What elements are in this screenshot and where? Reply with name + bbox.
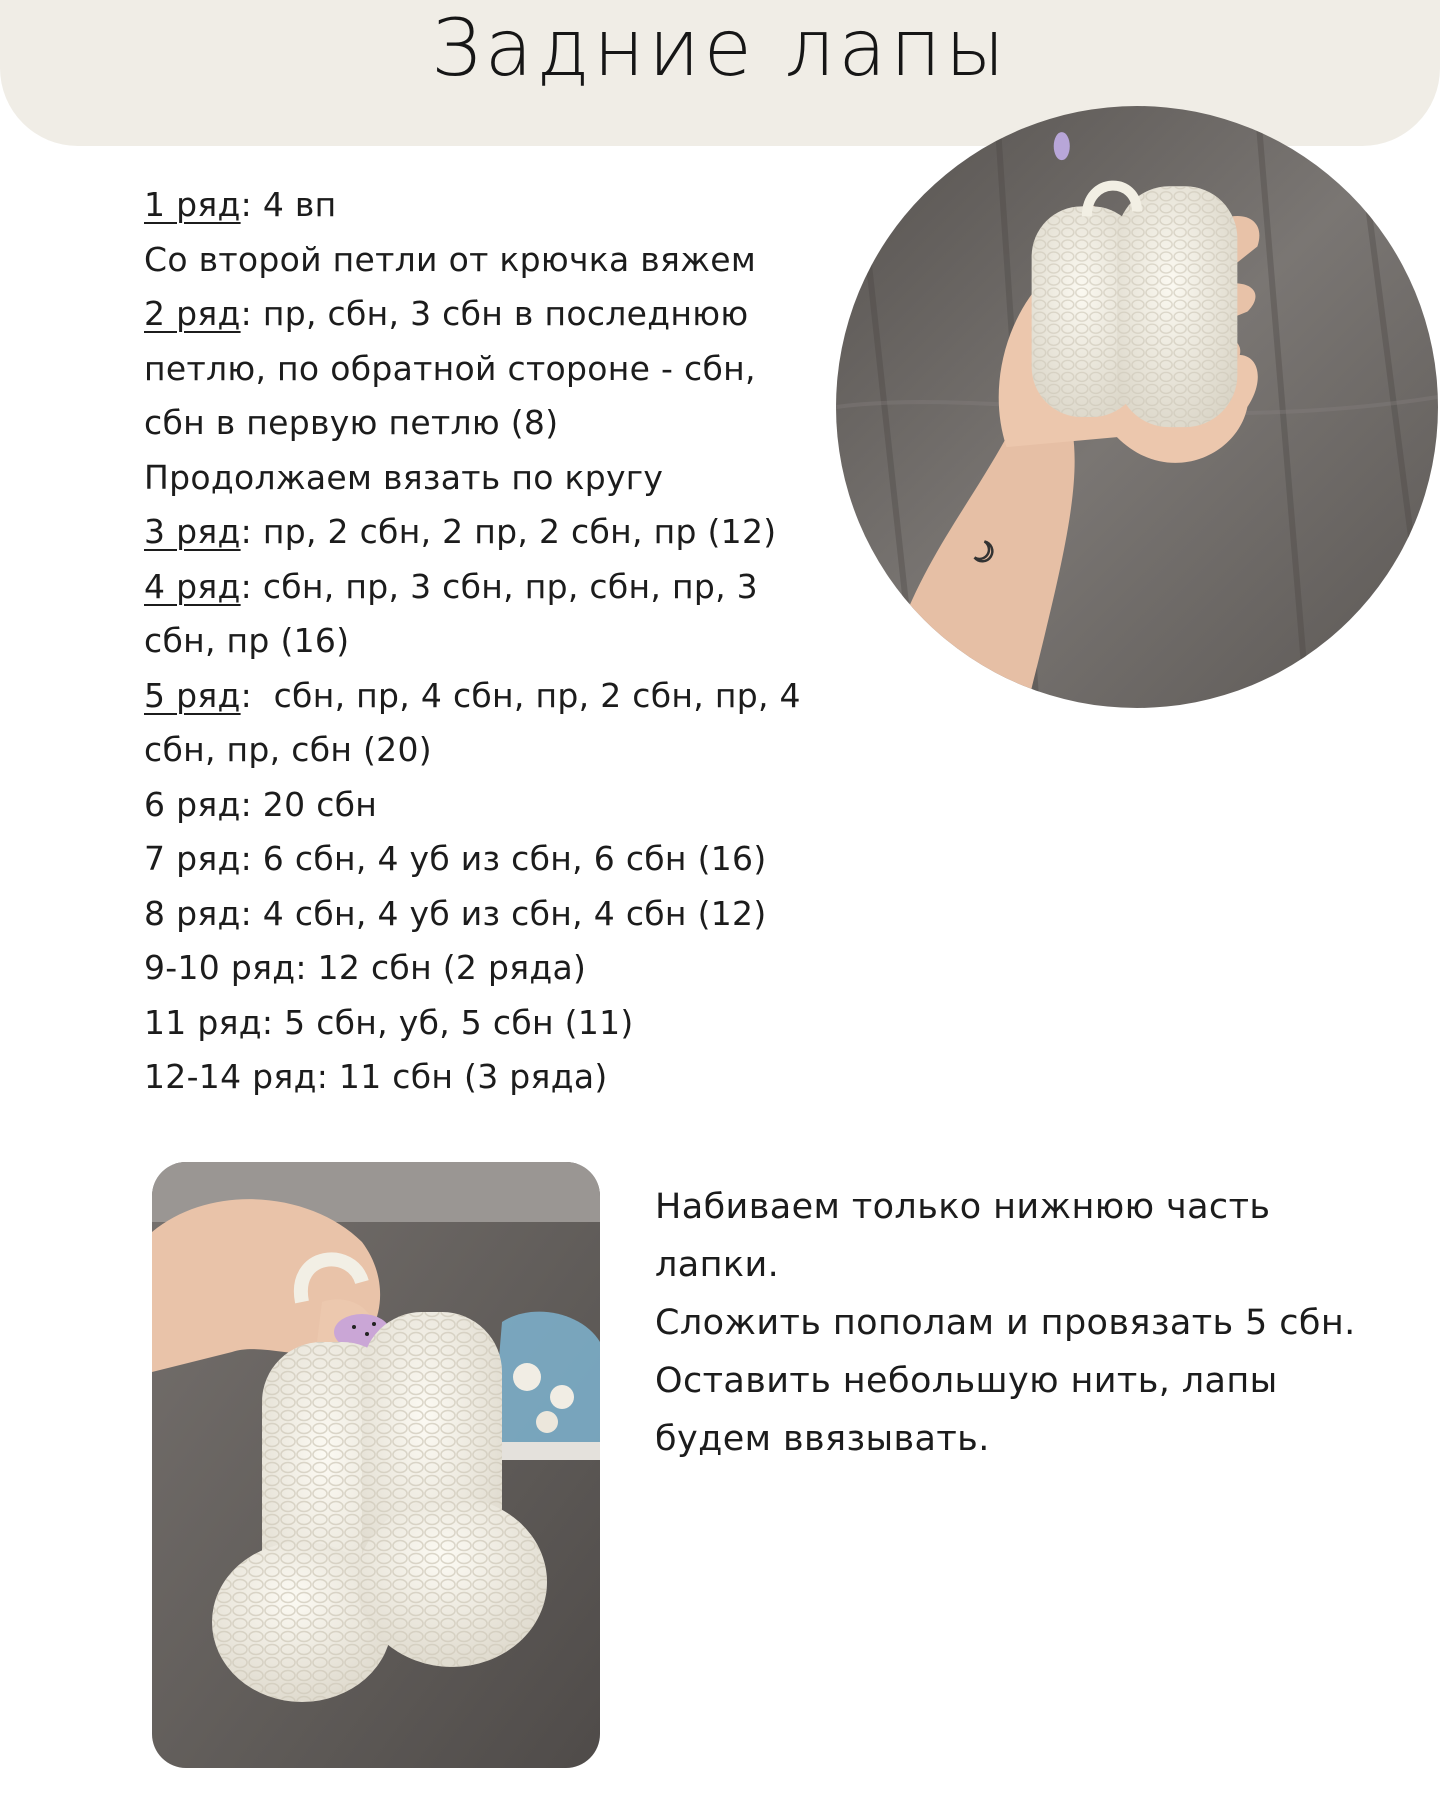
instruction-line xyxy=(144,451,824,506)
row-text: : сбн, пр, 3 сбн, пр, сбн, пр, 3 xyxy=(240,566,758,606)
instruction-line xyxy=(144,287,824,342)
row-text: : сбн, пр, 4 сбн, пр, 2 сбн, пр, 4 xyxy=(240,675,801,715)
instruction-line xyxy=(144,178,824,233)
page-title: Задние лапы xyxy=(431,4,1009,94)
row-text: сбн, пр (16) xyxy=(144,621,350,660)
instruction-line xyxy=(144,723,824,778)
instruction-line xyxy=(144,941,824,996)
instruction-line xyxy=(144,396,824,451)
note-line: Сложить пополам и провязать 5 сбн. xyxy=(655,1303,1356,1343)
row-text: 9-10 ряд: 12 сбн (2 ряда) xyxy=(144,948,587,987)
row-text: 11 ряд: 5 сбн, уб, 5 сбн (11) xyxy=(144,1002,634,1042)
photo-folded-legs xyxy=(152,1162,600,1768)
row-text: Со второй петли от крючка вяжем xyxy=(144,239,757,279)
row-text: : пр, 2 сбн, 2 пр, 2 сбн, пр (12) xyxy=(240,512,777,551)
row-text: сбн, пр, сбн (20) xyxy=(144,730,432,769)
row-text: 7 ряд: 6 сбн, 4 уб из сбн, 6 сбн (16) xyxy=(144,839,767,878)
note-line: лапки. xyxy=(655,1245,780,1285)
instruction-line xyxy=(144,560,824,615)
photo-hand-holding-legs xyxy=(836,106,1438,708)
row-text: 6 ряд: 20 сбн xyxy=(144,784,378,824)
row-label: 4 ряд xyxy=(144,566,241,606)
row-label: 1 ряд xyxy=(144,185,241,224)
row-label: 3 ряд xyxy=(144,512,241,551)
assembly-note xyxy=(655,1178,1415,1468)
instruction-line xyxy=(144,832,824,887)
row-text: : пр, сбн, 3 сбн в последнюю xyxy=(240,294,749,333)
note-line: будем ввязывать. xyxy=(655,1419,990,1459)
instruction-line xyxy=(144,505,824,560)
row-text: сбн в первую петлю (8) xyxy=(144,403,559,442)
row-label: 5 ряд xyxy=(144,675,241,715)
instructions-block xyxy=(144,178,824,1105)
instruction-line xyxy=(144,233,824,288)
note-line: Оставить небольшую нить, лапы xyxy=(655,1361,1278,1401)
instruction-line xyxy=(144,342,824,397)
row-text: : 4 вп xyxy=(240,185,337,224)
instruction-line xyxy=(144,669,824,724)
instruction-line xyxy=(144,887,824,942)
row-label: 2 ряд xyxy=(144,294,241,333)
instruction-line xyxy=(144,778,824,833)
instruction-line xyxy=(144,614,824,669)
row-text: 8 ряд: 4 сбн, 4 уб из сбн, 4 сбн (12) xyxy=(144,893,767,933)
row-text: петлю, по обратной стороне - сбн, xyxy=(144,348,756,388)
row-text: 12-14 ряд: 11 сбн (3 ряда) xyxy=(144,1057,608,1096)
row-text: Продолжаем вязать по кругу xyxy=(144,457,664,497)
note-line: Набиваем только нижнюю часть xyxy=(655,1187,1271,1227)
instruction-line xyxy=(144,1050,824,1105)
instruction-line xyxy=(144,996,824,1051)
